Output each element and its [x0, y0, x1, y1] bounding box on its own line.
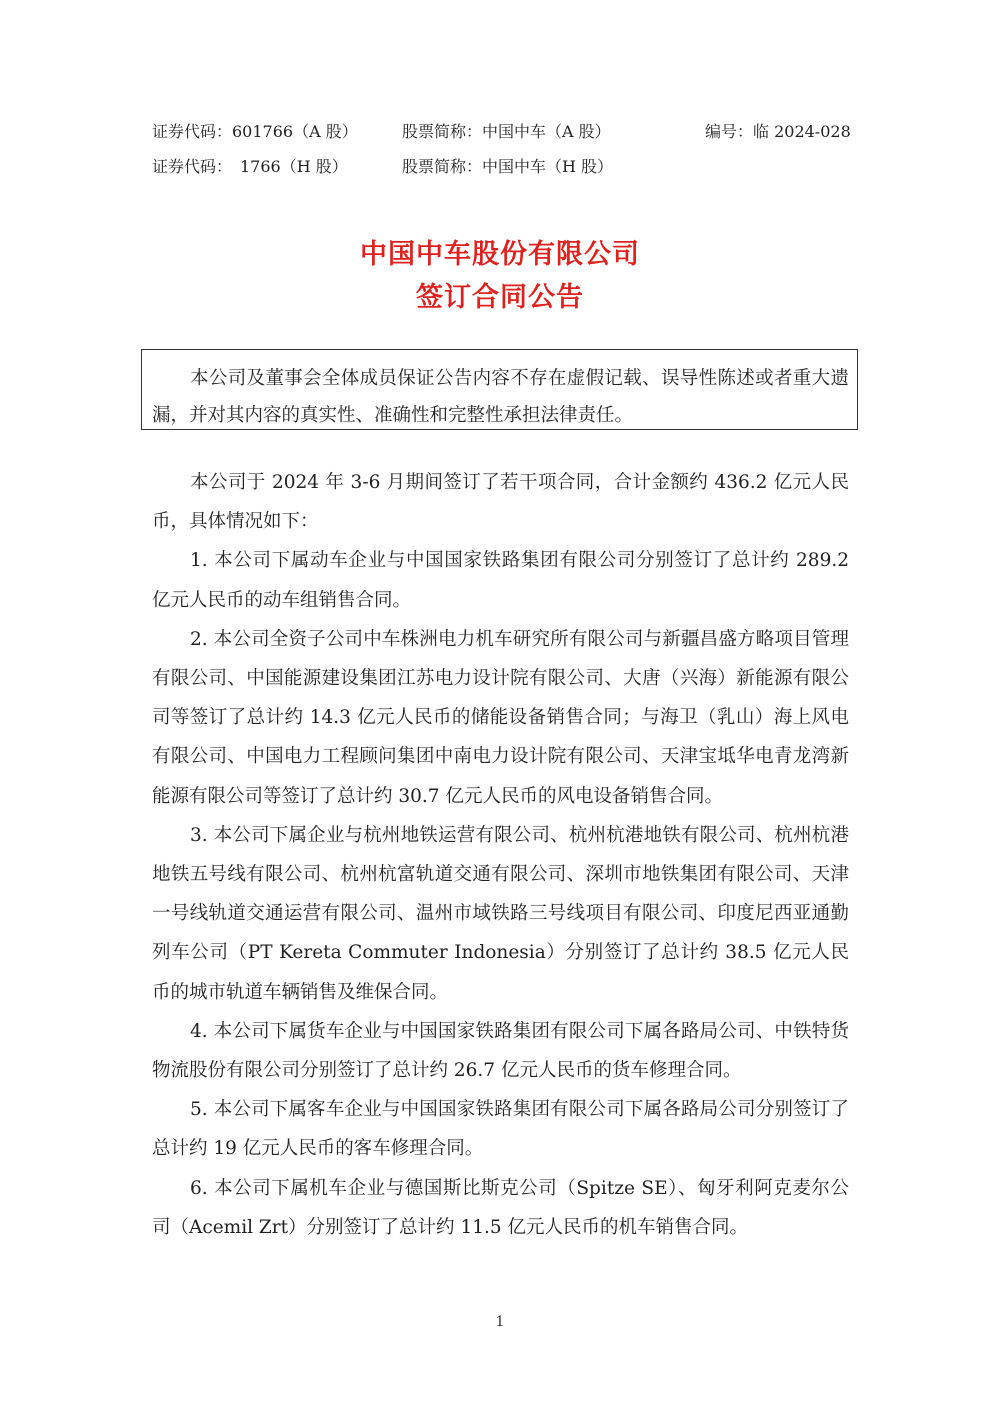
item-1-paragraph: 1. 本公司下属动车企业与中国国家铁路集团有限公司分别签订了总计约 289.2 亿元人民币的动车组销售合同。	[152, 550, 849, 611]
notice-text: 本公司及董事会全体成员保证公告内容不存在虚假记载、误导性陈述或者重大遗漏，并对其内容的真实性、准确性和完整性承担法律责任。	[152, 368, 849, 426]
item-4-paragraph: 4. 本公司下属货车企业与中国国家铁路集团有限公司下属各路局公司、中铁特货物流股份有限公司分别签订了总计约 26.7 亿元人民币的货车修理合同。	[152, 1020, 849, 1082]
stock-name-a: 股票简称：中国中车（A 股）	[402, 122, 611, 141]
announcement-body	[152, 463, 849, 1247]
intro-paragraph: 本公司于 2024 年 3-6 月期间签订了若干项合同，合计金额约 436.2 亿元人民币，具体情况如下：	[152, 472, 849, 533]
item-3-paragraph: 3. 本公司下属企业与杭州地铁运营有限公司、杭州杭港地铁有限公司、杭州杭港地铁五号线有限公司、杭州杭富轨道交通有限公司、深圳市地铁集团有限公司、天津一号线轨道交通运营有限公司、温州市域铁路三号线项目有限公司、印度尼西亚通勤列车公司（PT Kereta Commuter Indonesia）分别签订了总计约 38.5 亿元人民币的城市轨道车辆销售及维保合同。	[152, 824, 849, 1003]
security-code-h: 证券代码： 1766（H 股）	[152, 157, 348, 176]
board-guarantee-notice	[141, 349, 858, 430]
announcement-number: 编号：临 2024-028	[705, 122, 851, 141]
item-2-paragraph: 2. 本公司全资子公司中车株洲电力机车研究所有限公司与新疆昌盛方略项目管理有限公司、中国能源建设集团江苏电力设计院有限公司、大唐（兴海）新能源有限公司等签订了总计约 14.3 亿元人民币的储能设备销售合同；与海卫（乳山）海上风电有限公司、中国电力工程顾问集团中南电力设计院有限公司、天津宝坻华电青龙湾新能源有限公司等签订了总计约 30.7 亿元人民币的风电设备销售合同。	[152, 628, 849, 807]
item-6-paragraph: 6. 本公司下属机车企业与德国斯比斯克公司（Spitze SE）、匈牙利阿克麦尔公司（Acemil Zrt）分别签订了总计约 11.5 亿元人民币的机车销售合同。	[152, 1177, 849, 1238]
page-number: 1	[495, 1314, 505, 1330]
announcement-title: 签订合同公告	[416, 282, 584, 313]
item-5-paragraph: 5. 本公司下属客车企业与中国国家铁路集团有限公司下属各路局公司分别签订了总计约 19 亿元人民币的客车修理合同。	[152, 1099, 849, 1160]
stock-name-h: 股票简称：中国中车（H 股）	[402, 157, 614, 176]
company-title: 中国中车股份有限公司	[360, 239, 640, 270]
security-code-a: 证券代码：601766（A 股）	[152, 122, 358, 141]
